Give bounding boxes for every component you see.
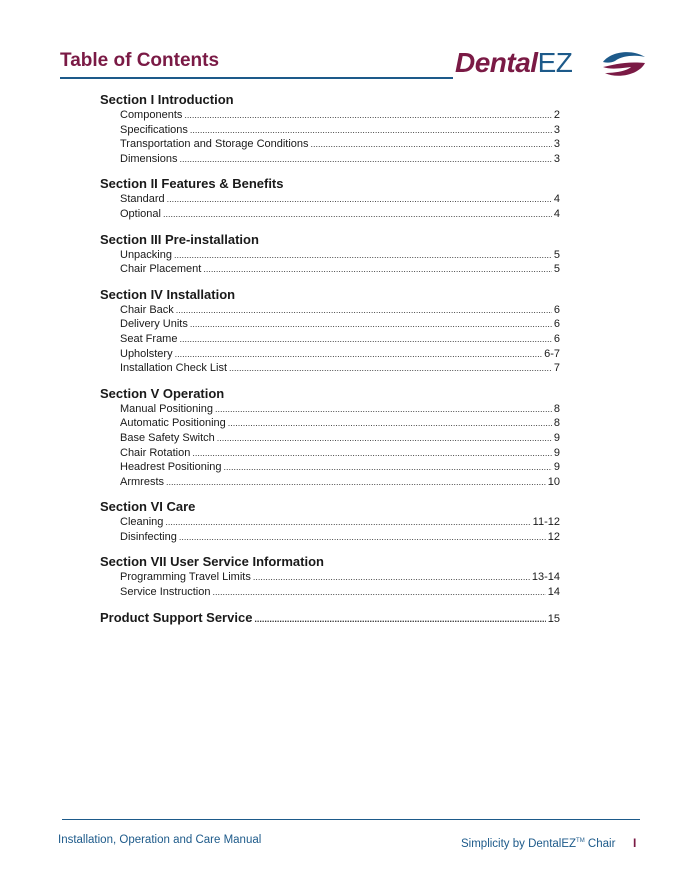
dot-leader: [215, 402, 552, 417]
entry-label: Headrest Positioning: [120, 461, 222, 474]
entry-label: Automatic Positioning: [120, 417, 226, 430]
toc-entry[interactable]: [120, 402, 560, 417]
logo-wordmark: DentalEZ: [455, 47, 573, 78]
toc-entry[interactable]: [120, 361, 560, 376]
entry-label: Transportation and Storage Conditions: [120, 138, 309, 151]
entry-label: Programming Travel Limits: [120, 571, 251, 584]
entry-label: Chair Back: [120, 303, 174, 316]
footer-manual-title: Installation, Operation and Care Manual: [58, 834, 262, 846]
toc-section: [100, 287, 560, 376]
dot-leader: [192, 446, 552, 461]
entry-label: Components: [120, 109, 183, 121]
entry-page: 7: [553, 362, 560, 375]
section-heading[interactable]: Section III Pre-installation: [100, 231, 259, 247]
entry-label: Optional: [120, 207, 161, 220]
dot-leader: [167, 192, 552, 207]
entry-label: Base Safety Switch: [120, 431, 215, 444]
entry-page: 3: [553, 152, 560, 165]
entry-page: 11-12: [532, 516, 560, 529]
dot-leader: [190, 123, 552, 138]
entry-page: 6: [553, 332, 560, 345]
entry-label: Dimensions: [120, 152, 178, 165]
entry-label: Armrests: [120, 475, 164, 488]
dot-leader: [179, 332, 551, 347]
toc-entry[interactable]: [120, 475, 560, 490]
entry-page: 9: [553, 431, 560, 444]
dot-leader: [176, 303, 552, 318]
section-heading[interactable]: Section V Operation: [100, 385, 225, 401]
section-heading[interactable]: Section VI Care: [100, 499, 196, 515]
entry-page: 4: [553, 207, 560, 220]
entry-page: 6-7: [544, 347, 560, 360]
toc-entry[interactable]: [120, 152, 560, 167]
dot-leader: [184, 108, 552, 123]
toc-entry[interactable]: [120, 207, 560, 222]
entry-page: 5: [553, 248, 560, 261]
dot-leader: [174, 248, 552, 263]
toc-entry[interactable]: [120, 332, 560, 347]
toc-entry[interactable]: [120, 108, 560, 123]
entry-label: Unpacking: [120, 248, 172, 261]
dot-leader: [212, 585, 545, 600]
page-number: I: [633, 836, 637, 850]
dot-leader: [228, 416, 552, 431]
entry-label: Installation Check List: [120, 362, 227, 375]
entry-page: 3: [553, 138, 560, 151]
entry-label: Disinfecting: [120, 530, 177, 543]
entry-page: 13-14: [531, 571, 560, 584]
section-heading[interactable]: Section VII User Service Information: [100, 554, 324, 570]
toc-entry[interactable]: [120, 585, 560, 600]
logo-swoosh-icon: [599, 49, 649, 79]
toc-entry[interactable]: [120, 248, 560, 263]
page-title: Table of Contents: [60, 50, 220, 71]
toc-entry[interactable]: [120, 347, 560, 362]
toc-entry[interactable]: [120, 303, 560, 318]
entry-label: Cleaning: [120, 516, 164, 529]
dot-leader: [179, 152, 551, 167]
entry-page: 6: [553, 318, 560, 331]
entry-page: 8: [553, 402, 560, 415]
table-of-contents: [100, 92, 560, 626]
entry-label: Manual Positioning: [120, 402, 213, 415]
entry-page: 14: [547, 586, 560, 599]
entry-label: Chair Placement: [120, 263, 202, 276]
dot-leader: [254, 611, 545, 627]
toc-entry[interactable]: [120, 570, 560, 585]
toc-entry[interactable]: [120, 262, 560, 277]
toc-section: [100, 92, 560, 166]
dot-leader: [179, 530, 546, 545]
dot-leader: [166, 475, 546, 490]
dot-leader: [224, 460, 552, 475]
toc-section: [100, 386, 560, 490]
entry-page: 3: [553, 123, 560, 136]
dot-leader: [163, 207, 552, 222]
entry-label: Specifications: [120, 123, 188, 136]
toc-entry[interactable]: [120, 416, 560, 431]
toc-entry[interactable]: [120, 137, 560, 152]
entry-page: 6: [553, 303, 560, 316]
toc-entry[interactable]: [120, 460, 560, 475]
entry-page: 2: [553, 109, 560, 121]
dot-leader: [203, 262, 552, 277]
toc-entry[interactable]: [120, 515, 560, 530]
entry-page: 12: [547, 530, 560, 543]
entry-label: Service Instruction: [120, 586, 211, 599]
dot-leader: [253, 570, 530, 585]
dot-leader: [165, 515, 530, 530]
entry-label: Upholstery: [120, 347, 173, 360]
toc-entry-product-support[interactable]: [100, 610, 560, 626]
entry-label: Chair Rotation: [120, 446, 191, 459]
entry-label: Standard: [120, 193, 165, 206]
toc-section: [100, 176, 560, 221]
toc-entry[interactable]: [120, 446, 560, 461]
toc-entry[interactable]: [120, 431, 560, 446]
toc-entry[interactable]: [120, 192, 560, 207]
toc-section: [100, 499, 560, 544]
entry-page: 4: [553, 193, 560, 206]
toc-entry[interactable]: [120, 123, 560, 138]
title-divider: [60, 77, 453, 79]
entry-page: 8: [553, 417, 560, 430]
toc-entry[interactable]: [120, 317, 560, 332]
dot-leader: [311, 137, 552, 152]
entry-label: Seat Frame: [120, 332, 178, 345]
toc-section: [100, 554, 560, 599]
entry-page: 9: [553, 461, 560, 474]
dot-leader: [217, 431, 552, 446]
entry-page: 15: [547, 612, 560, 625]
dentalez-logo: [455, 47, 650, 81]
toc-entry[interactable]: [120, 530, 560, 545]
footer-divider: [62, 819, 640, 820]
entry-label: Product Support Service: [100, 609, 253, 625]
section-heading[interactable]: Section I Introduction: [100, 92, 234, 107]
entry-page: 5: [553, 263, 560, 276]
section-heading[interactable]: Section IV Installation: [100, 286, 236, 302]
dot-leader: [229, 361, 552, 376]
section-heading[interactable]: Section II Features & Benefits: [100, 176, 284, 192]
entry-page: 10: [547, 475, 560, 488]
entry-label: Delivery Units: [120, 318, 188, 331]
entry-page: 9: [553, 446, 560, 459]
toc-section: [100, 232, 560, 277]
dot-leader: [190, 317, 552, 332]
footer-product-name: Simplicity by DentalEZ™ Chair: [461, 838, 616, 850]
dot-leader: [175, 347, 543, 362]
